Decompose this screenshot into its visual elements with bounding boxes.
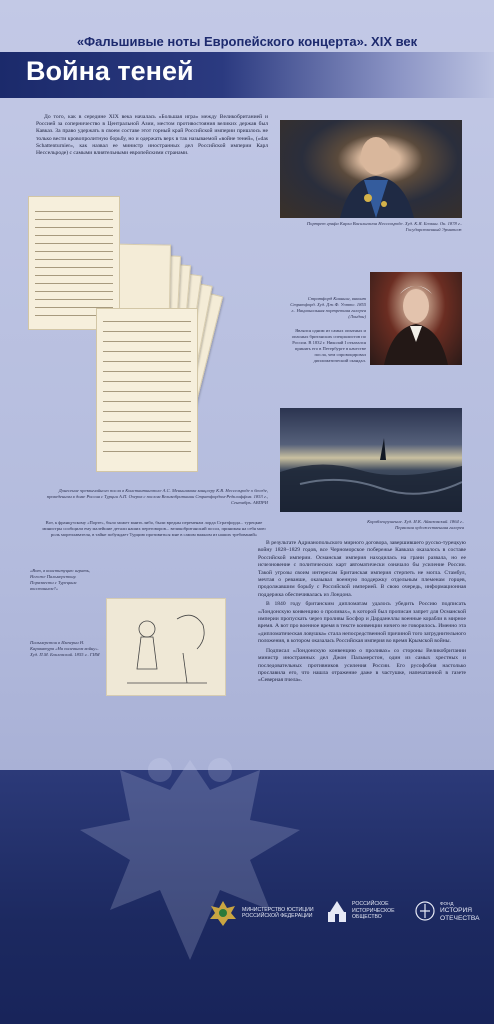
caption-portrait2: Стратфорд Каннинг, виконт Стратфорд. Худ. Дж.Ф. Уоттс. 1855 г.. Национальная портретная галерея (Лондон) [290, 296, 366, 319]
logo-ministry-line1: МИНИСТЕРСТВО ЮСТИЦИИ [242, 906, 314, 913]
portrait-figure-icon [280, 120, 462, 218]
logo-rio-line3: ОБЩЕСТВО [352, 914, 382, 921]
letters-stack [28, 196, 218, 478]
logo-ministry-line2: РОССИЙСКОЙ ФЕДЕРАЦИИ [242, 913, 313, 919]
portrait-nesselrode [280, 120, 462, 218]
body-paragraph-3: Подписал «Лондонскую конвенцию о проливах» со стороны Великобритании министр иностранных дел Джон Пальмерстон, один из самых хрестных и последовательных противников усиления России. Его русофобия настолько прославила его, что нашла отражение даже в частушке, напечатанной в газете «Северная пчела». [258, 647, 466, 684]
body-text [258, 540, 466, 687]
body-paragraph-1: В результате Адрианопольского мирного договора, завершившего русско-турецкую войну 1828–1829 годов, все Черноморское побережье Кавказа оказалось в составе Российской империи. Османская империя находилась на грани развала, но ее исчезновение с политических карт автоматически означало бы усиление России. Такой угрозы своим интересам Британская империя стерпеть не могла. Стамбул, мечтая о реванше, оказывал военную поддержку отдельным племенам горцев, продолжавшим борьбу с Российской империей. В свою очередь, информационная поддержка обеспечивалась из Лондона. [258, 540, 466, 598]
logo-fund [414, 898, 480, 924]
caricature-icon [107, 599, 225, 695]
cartoon-image [106, 598, 226, 696]
page-title: Война теней [26, 56, 194, 86]
body-paragraph-2: В 1840 году британским дипломатам удалось убедить Россию подписать «Лондонскую конвенцию о проливах», в которой был прописан запрет для Османской империи пропускать через проливы Босфор и Дарданеллы военные корабли в мирное время. А вот про военное время в тексте конвенции ничего не говорилось. Именно эта «дипломатическая ловушка» стала непосредственной причиной того затруднительного положения, в котором оказалась Российская империя во время Крымской войны. [258, 601, 466, 645]
portrait-figure-icon [370, 272, 462, 365]
caption-portrait1: Портрет графа Карла Васильевича Нессельроде. Худ. К.Я. Бочкин. Ок. 1878 г.. Государственный Эрмитаж [306, 221, 462, 232]
logo-ministry [208, 898, 314, 928]
title-banner [0, 52, 494, 98]
logo-rio [326, 898, 395, 924]
logo-rio-line2: ИСТОРИЧЕСКОЕ [352, 907, 395, 914]
portrait-stratford [370, 272, 462, 365]
double-headed-eagle-icon [40, 700, 340, 1000]
caption-letters-quote: Вот, к французскому «Порте», было может мнить либо, были вредны переменам лорда Стратфорда... турецкие министры сообщили ему малейшие детали наших переговоров... великобританский посол, принимая на себя мою роль мореплавателя, в тайне побуждает Турцию противиться мне в самом важном из наших требований» [42, 520, 266, 537]
letter-page-second [96, 308, 198, 472]
supertitle: «Фальшивые ноты Европейского концерта». XIX век [76, 34, 418, 49]
caption-portrait2-note: Являлся одним из самых опытных и опасных британских специалистов по России. В 1832 г. Николай I отказался принять его в Петербурге в качестве посла, чем спровоцировал дипломатический скандал. [291, 328, 366, 363]
ministry-emblem-icon [208, 898, 238, 928]
logo-fund-line1: ФОНД [440, 900, 454, 906]
logo-fund-line2: ИСТОРИЯ [440, 907, 473, 915]
fund-emblem-icon [414, 898, 436, 924]
seascape-painting [280, 408, 462, 512]
caption-cartoon: Пальмерстон в Империи Н. Карикатура «На пилевшем войну». Худ. П.М. Боклевский. 1855 г.. ГИМ [30, 640, 100, 657]
intro-paragraph: До того, как в середине XIX века началась «Большая игра» между Великобританией и Россией за соперничество в Центральной Азии, местом противостояния великих держав был Кавказ. За право удержать в своем составе этот горный край Российской империи пришлось не только вести кровопролитную борьбу, но и одержать верх в так называемой «войне теней», («das Schattenturnier», как назвал ее министр иностранных дел Российской империи Карл Нессельроде) с самыми влиятельными европейскими странами. [36, 114, 268, 157]
caption-seascape: Кораблекрушение. Худ. И.К. Айвазовский. 1864 г.. Пермская художественная галерея [367, 519, 464, 530]
shipwreck-icon [280, 408, 462, 512]
logo-fund-line3: ОТЕЧЕСТВА [440, 914, 480, 922]
rio-emblem-icon [326, 898, 348, 924]
caption-cartoon-quote: «Вот, в конституцию играть, Негоже Пальмерстону. Поразвести с Турецким восстанием?» [30, 568, 90, 591]
caption-letters: Донесение чрезвычайного посла в Константинополе А.С. Меньшикова канцлеру К.В. Нессельроде о беседе, проведенном в доме Россия с Турции А.П. Озеров с послом Великобритании Стратфордом-Редклиффом. 1853 г., Сентябрь. АВПРИ [46, 488, 268, 505]
logo-rio-line1: РОССИЙСКОЕ [352, 901, 389, 908]
